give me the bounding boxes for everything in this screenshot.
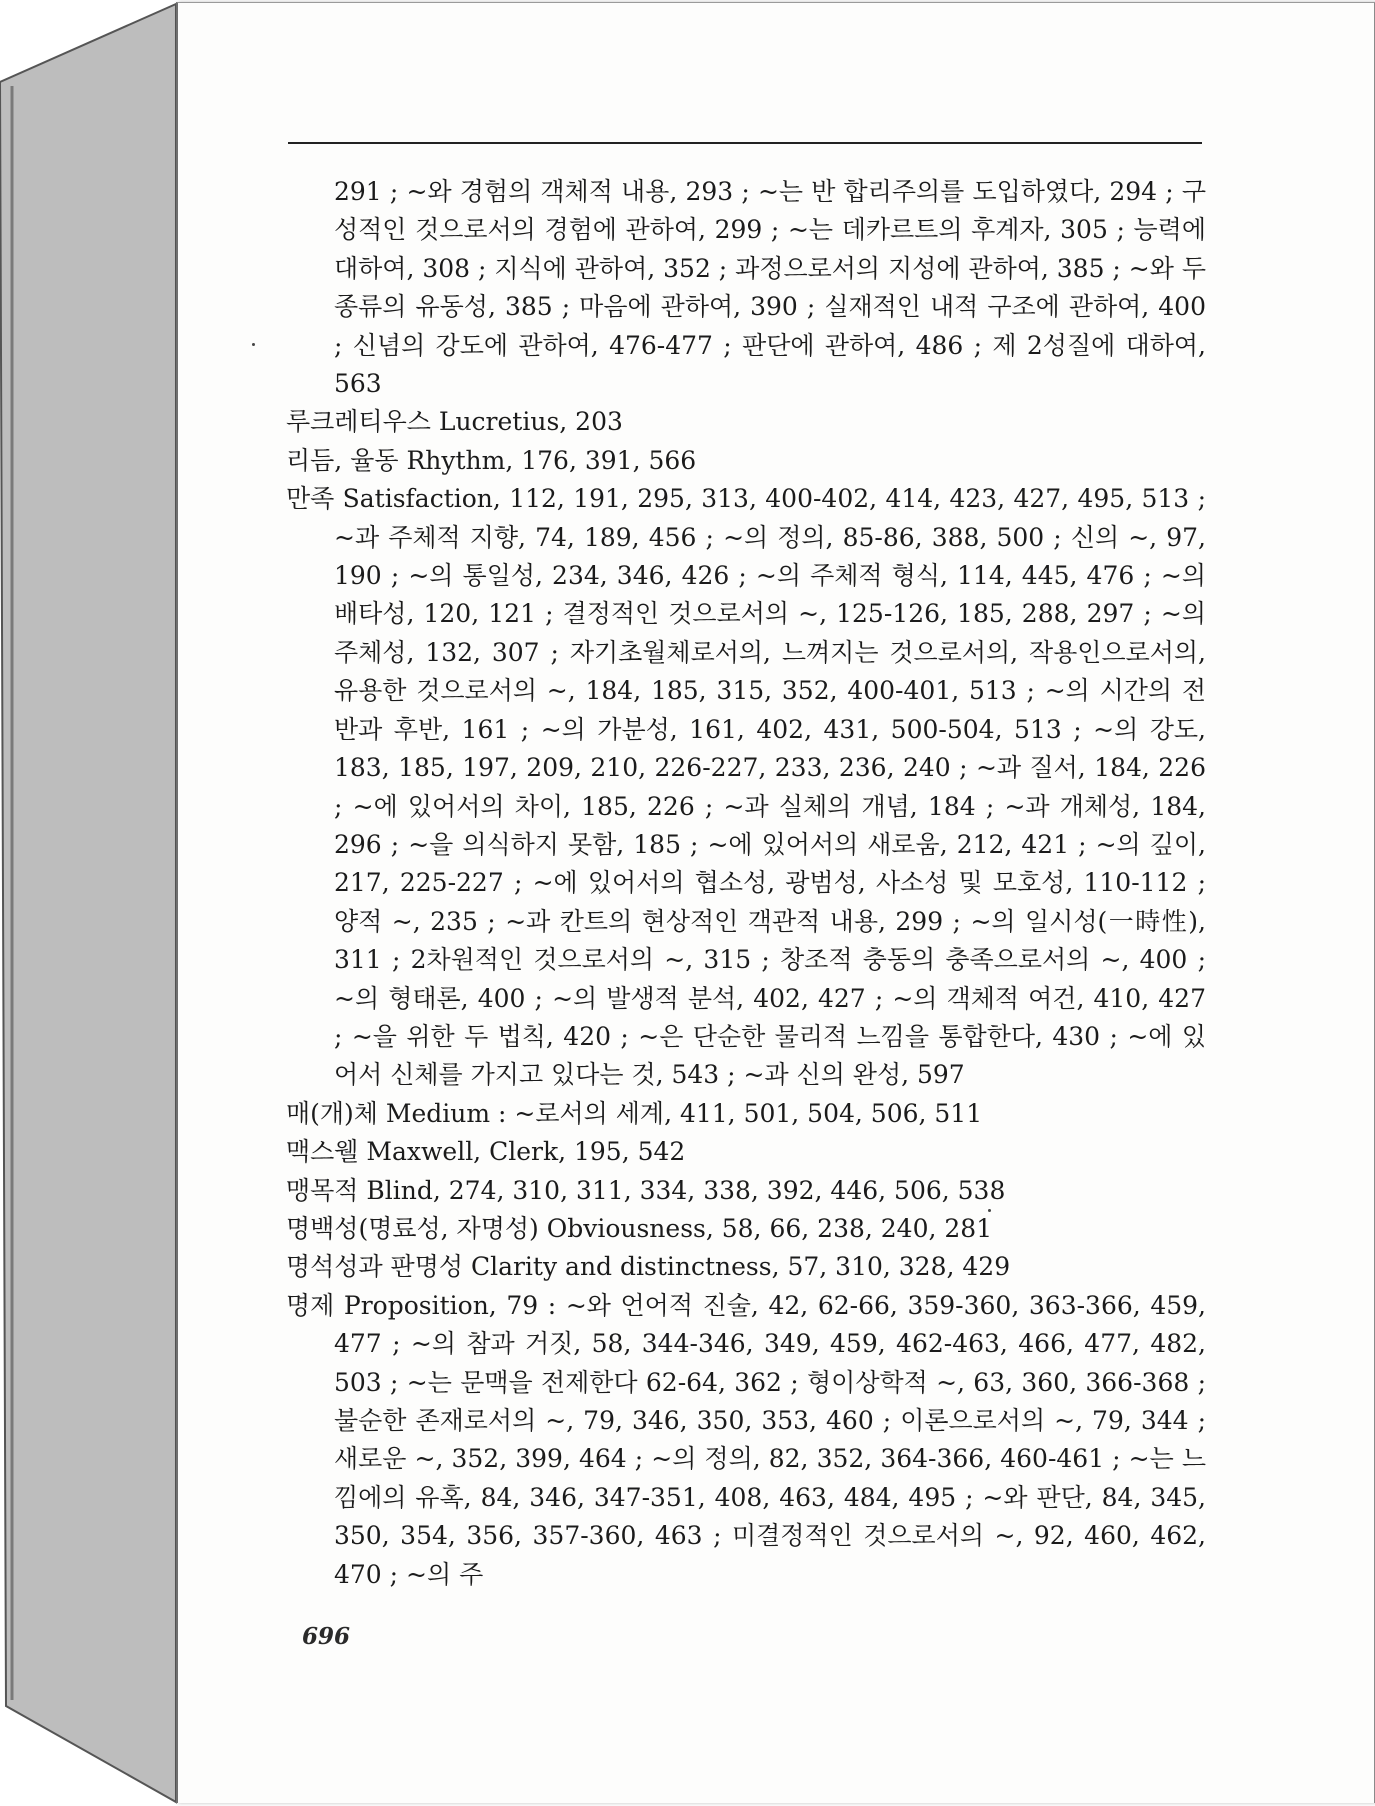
- book-spine: [0, 0, 180, 1806]
- scan-speck: [988, 1209, 991, 1212]
- index-body: [286, 173, 1206, 1594]
- index-entry: 리듬, 율동 Rhythm, 176, 391, 566: [286, 445, 697, 475]
- index-entry: 맹목적 Blind, 274, 310, 311, 334, 338, 392, 446, 506, 538: [286, 1175, 1006, 1205]
- index-entry: 매(개)체 Medium : ~로서의 세계, 411, 501, 504, 506, 511: [286, 1098, 983, 1128]
- index-entry: 맥스웰 Maxwell, Clerk, 195, 542: [286, 1137, 686, 1167]
- book-page: [176, 2, 1375, 1803]
- index-entry: 만족 Satisfaction, 112, 191, 295, 313, 400-402, 414, 423, 427, 495, 513 ; ~과 주체적 지향, 74, 189, 456 ; ~의 정의, 85-86, 388, 500 ; 신의 ~, 97, 190 ; ~의 통일성, 234, 346, 426 ; ~의 주체적 형식, 114, 445, 476 ; ~의 배타성, 120, 121 ; 결정적인 것으로서의 ~, 125-126, 185, 288, 297 ; ~의 주체성, 132, 307 ; 자기초월체로서의, 느껴지는 것으로서의, 작용인으로서의, 유용한 것으로서의 ~, 184, 185, 315, 352, 400-401, 513 ; ~의 시간의 전반과 후반, 161 ; ~의 가분성, 161, 402, 431, 500-504, 513 ; ~의 강도, 183, 185, 197, 209, 210, 226-227, 233, 236, 240 ; ~과 질서, 184, 226 ; ~에 있어서의 차이, 185, 226 ; ~과 실체의 개념, 184 ; ~과 개체성, 184, 296 ; ~을 의식하지 못함, 185 ; ~에 있어서의 새로움, 212, 421 ; ~의 깊이, 217, 225-227 ; ~에 있어서의 협소성, 광범성, 사소성 및 모호성, 110-112 ; 양적 ~, 235 ; ~과 칸트의 현상적인 객관적 내용, 299 ; ~의 일시성(一時性), 311 ; 2차원적인 것으로서의 ~, 315 ; 창조적 충동의 충족으로서의 ~, 400 ; ~의 형태론, 400 ; ~의 발생적 분석, 402, 427 ; ~의 객체적 여건, 410, 427 ; ~을 위한 두 법칙, 420 ; ~은 단순한 물리적 느낌을 통합한다, 430 ; ~에 있어서 신체를 가지고 있다는 것, 543 ; ~과 신의 완성, 597: [286, 484, 1206, 1090]
- header-rule: [288, 142, 1202, 144]
- index-entry: 루크레티우스 Lucretius, 203: [286, 407, 623, 437]
- index-entry: 명석성과 판명성 Clarity and distinctness, 57, 310, 328, 429: [286, 1252, 1011, 1282]
- index-entry: 명제 Proposition, 79 : ~와 언어적 진술, 42, 62-66, 359-360, 363-366, 459, 477 ; ~의 참과 거짓, 58, 344-346, 349, 459, 462-463, 466, 477, 482, 503 ; ~는 문맥을 전제한다 62-64, 362 ; 형이상학적 ~, 63, 360, 366-368 ; 불순한 존재로서의 ~, 79, 346, 350, 353, 460 ; 이론으로서의 ~, 79, 344 ; 새로운 ~, 352, 399, 464 ; ~의 정의, 82, 352, 364-366, 460-461 ; ~는 느낌에의 유혹, 84, 346, 347-351, 408, 463, 484, 495 ; ~와 판단, 84, 345, 350, 354, 356, 357-360, 463 ; 미결정적인 것으로서의 ~, 92, 460, 462, 470 ; ~의 주: [286, 1290, 1206, 1589]
- index-entry-continuation: 291 ; ~와 경험의 객체적 내용, 293 ; ~는 반 합리주의를 도입하였다, 294 ; 구성적인 것으로서의 경험에 관하여, 299 ; ~는 데카르트의 후계자, 305 ; 능력에 대하여, 308 ; 지식에 관하여, 352 ; 과정으로서의 지성에 관하여, 385 ; ~와 두 종류의 유동성, 385 ; 마음에 관하여, 390 ; 실재적인 내적 구조에 관하여, 400 ; 신념의 강도에 관하여, 476-477 ; 판단에 관하여, 486 ; 제 2성질에 대하여, 563: [334, 177, 1206, 399]
- page-number: 696: [302, 1623, 351, 1650]
- scan-speck: [252, 343, 255, 346]
- index-entry: 명백성(명료성, 자명성) Obviousness, 58, 66, 238, 240, 281: [286, 1213, 993, 1243]
